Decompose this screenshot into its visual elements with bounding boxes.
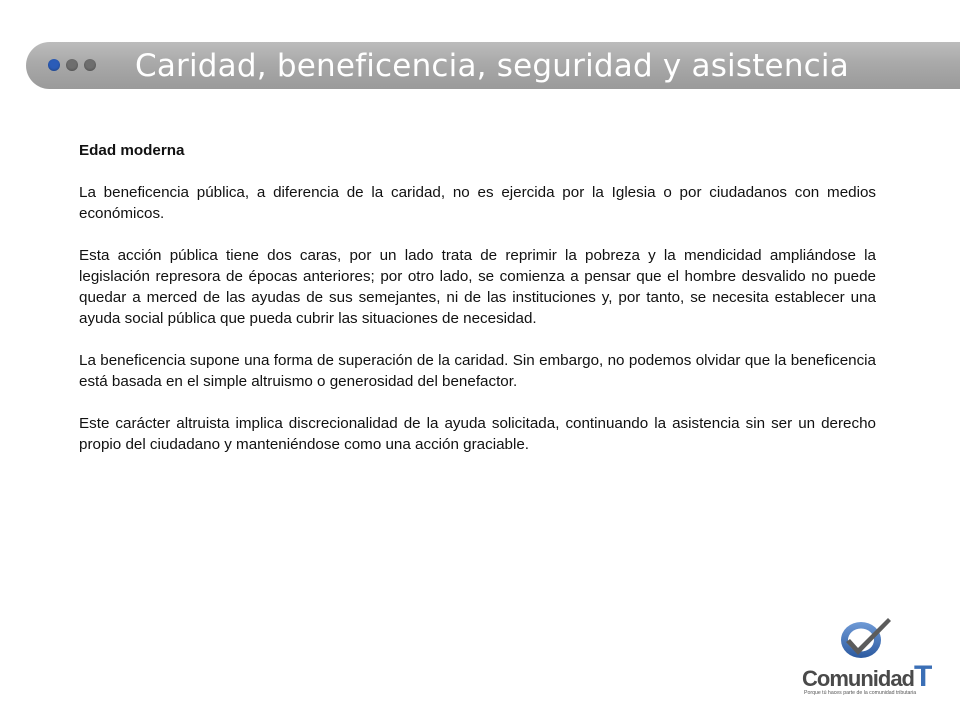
logo-wordmark <box>802 660 931 694</box>
section-heading: Edad moderna <box>79 142 185 159</box>
slide-indicator <box>48 59 96 71</box>
logo-name-main: Comunidad <box>802 666 914 691</box>
slide-dot <box>84 59 96 71</box>
paragraph: Este carácter altruista implica discrecionalidad de la ayuda solicitada, continuando la asistencia sin ser un derecho propio del ciudadano y manteniéndose como una acción graciable. <box>79 415 876 453</box>
paragraph: Esta acción pública tiene dos caras, por un lado trata de reprimir la pobreza y la mendicidad ampliándose la legislación represora de épocas anteriores; por otro lado, se comienza a pensar que el hombre desvalido no puede quedar a merced de las ayudas de sus semejantes, ni de las instituciones y, por tanto, se necesita establecer una ayuda social pública que pueda cubrir las situaciones de necesidad. <box>79 247 876 327</box>
comunidad-t-logo <box>800 610 940 705</box>
paragraph: La beneficencia pública, a diferencia de la caridad, no es ejercida por la Iglesia o por ciudadanos con medios económicos. <box>79 184 876 222</box>
slide-dot-active <box>48 59 60 71</box>
slide-content <box>79 140 876 476</box>
logo-tagline: Porque tú haces parte de la comunidad tributaria <box>804 690 917 696</box>
slide-title: Caridad, beneficencia, seguridad y asistencia <box>135 48 849 84</box>
slide-dot <box>66 59 78 71</box>
check-circle-icon <box>836 612 896 662</box>
paragraph: La beneficencia supone una forma de superación de la caridad. Sin embargo, no podemos olvidar que la beneficencia está basada en el simple altruismo o generosidad del benefactor. <box>79 352 876 390</box>
logo-name-accent: T <box>914 660 932 693</box>
